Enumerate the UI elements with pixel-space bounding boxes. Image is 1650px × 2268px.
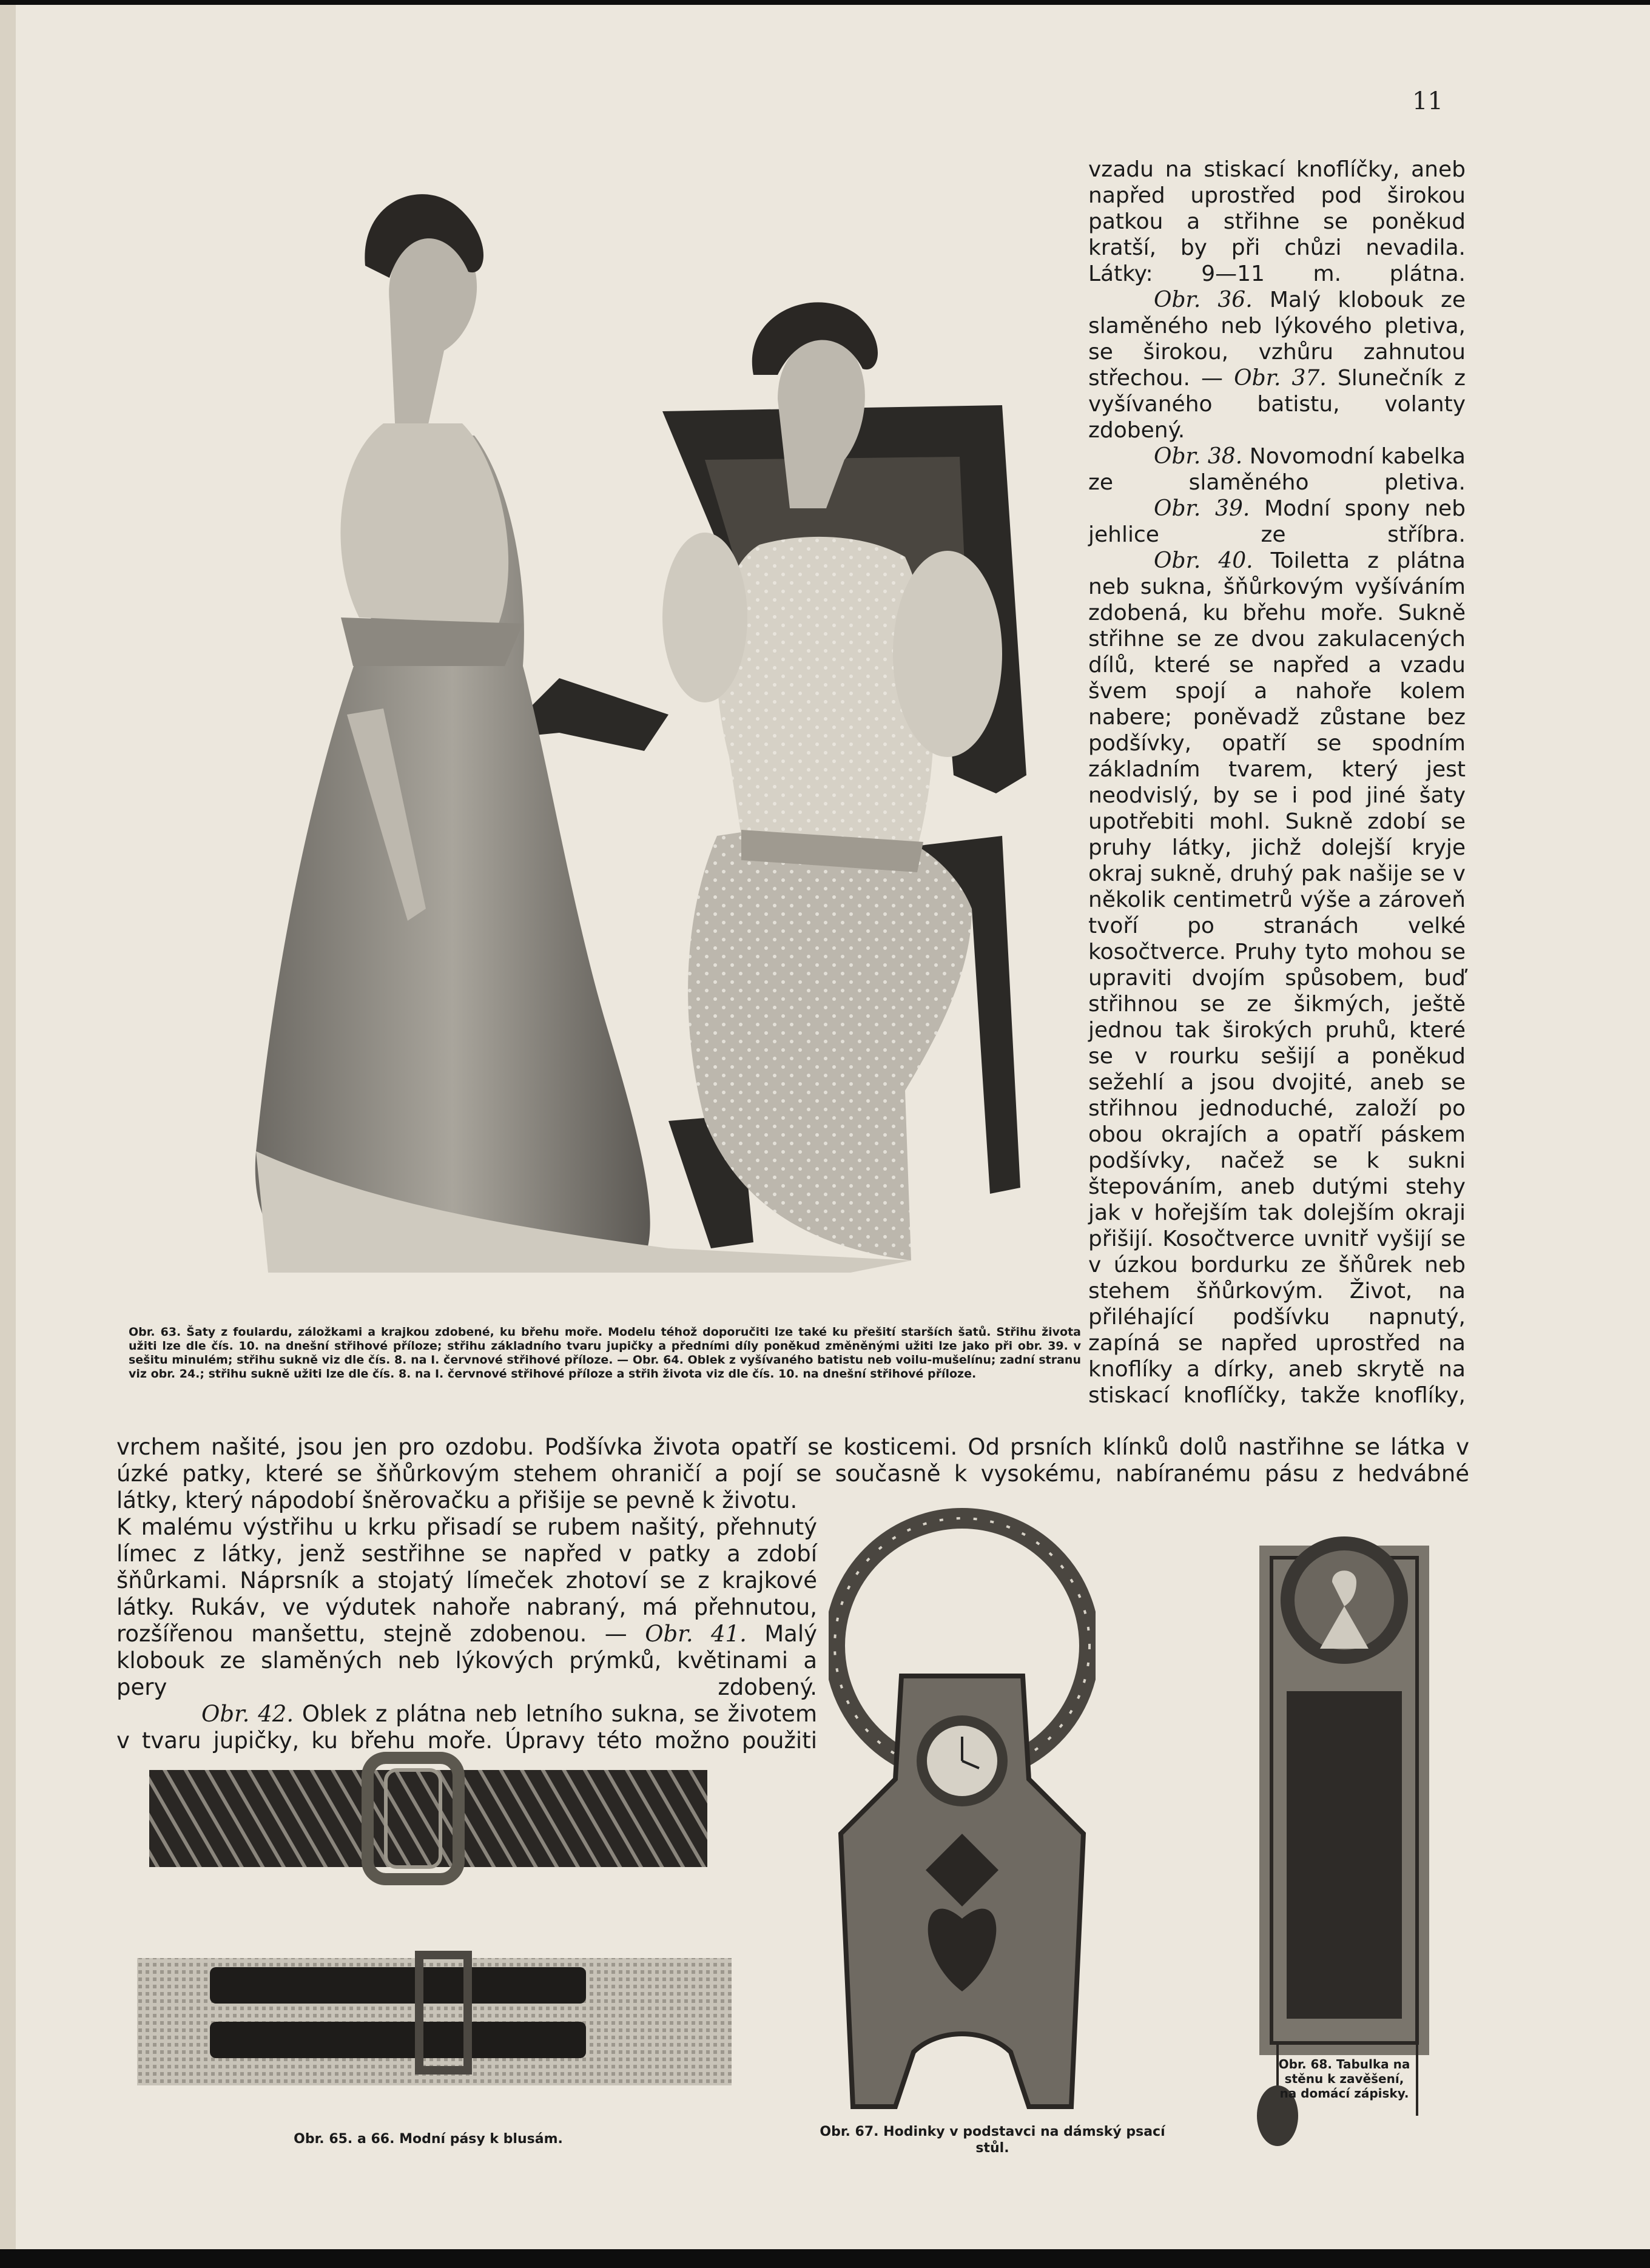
memo-slate bbox=[1287, 1691, 1402, 2019]
paragraph-r3 bbox=[1088, 443, 1466, 496]
figure-ref: Obr. 38. bbox=[1154, 444, 1243, 469]
figure-ref: Obr. 41. bbox=[645, 1621, 747, 1647]
paragraph-r2 bbox=[1088, 287, 1466, 443]
figure-ref: Obr. 39. bbox=[1154, 496, 1250, 521]
paragraph-text: Oblek z plátna neb letního sukna, se životem v tvaru jupičky, ku břehu moře. Úpravy této možno použiti bbox=[116, 1701, 817, 1754]
caption-fig-65-66: Obr. 65. a 66. Modní pásy k blusám. bbox=[294, 2132, 563, 2147]
figure-ref: Obr. 36. bbox=[1154, 288, 1253, 312]
paragraph-r1: vzadu na stiskací knoflíčky, aneb napřed uprostřed pod širokou patkou a střihne se poněkud kratší, by při chůzi nevadila. Látky: 9—11 m. plátna. bbox=[1088, 157, 1466, 286]
figure-ref: Obr. 42. bbox=[201, 1701, 294, 1727]
page-number: 11 bbox=[1412, 87, 1443, 115]
lower-left-text-column bbox=[116, 1487, 817, 1754]
paragraph-text: Slunečník z vyšívaného batistu, volanty zdobený. bbox=[1088, 366, 1466, 443]
belts-illustration bbox=[131, 1752, 738, 2116]
desk-clock-illustration bbox=[829, 1494, 1096, 2119]
caption-fig-67: Obr. 67. Hodinky v podstavci na dámský psací stůl. bbox=[820, 2124, 1165, 2156]
figure-ref: Obr. 37. bbox=[1234, 366, 1327, 391]
paragraph-text: Toiletta z plátna neb sukna, šňůrkovým vyšíváním zdobená, ku břehu moře. Sukně střihne se ze dvou zakulacených dílů, které se napřed a vzadu švem spojí a nahoře kolem nabere; poněvadž zůstane bez podšívky, opatří se spodním základním tvarem, který jest neodvislý, by se i pod jiné šaty upotřebiti mohl. Sukně zdobí se pruhy látky, jichž dolejší kryje okraj sukně, druhý pak našije se v několik centimetrů výše a zároveň tvoří po stranách velké kosočtverce. Pruhy tyto mohou se upraviti dvojím spůsobem, buď střihnou se ze šikmých, ještě jednou tak širokých pruhů, které se v rourku sešijí a poněkud sežehlí a jsou dvojité, aneb se střihnou jednoduché, založí po obou okrajích a opatří páskem podšívky, načež se k sukni štepováním, aneb dutými stehy jak v hořejším tak dolejším okraji přišijí. Kosočtverce uvnitř vyšijí se v úzkou bordurku ze šňůrek neb stehem šňůrkovým. Život, na přiléhající podšívku napnutý, zapíná se napřed uprostřed na knoflíky a dírky, aneb skrytě na stiskací knoflíčky, takže knoflíky, bbox=[1088, 548, 1466, 1408]
paragraph-text: K malému výstřihu u krku přisadí se rubem našitý, přehnutý límec z látky, jenž sestřihne se napřed v patky a zdobí šňůrkami. Náprsník a stojatý límeček zhotoví se z krajkové látky. Rukáv, ve výdutek nahoře nabraný, má přehnutou, rozšířenou manšettu, stejně zdobenou. — bbox=[116, 1514, 817, 1647]
paragraph-text: Modní spony neb jehlice ze stříbra. bbox=[1088, 496, 1466, 547]
paragraph-l3 bbox=[116, 1701, 817, 1754]
right-text-column bbox=[1088, 156, 1466, 1408]
paragraph-r4 bbox=[1088, 496, 1466, 548]
belt-striped bbox=[149, 1770, 707, 1867]
paragraph-text: Novomodní kabelka ze slaměného pletiva. bbox=[1088, 444, 1466, 495]
caption-fig-68: Obr. 68. Tabulka na stěnu k zavěšení, na domácí zápisky. bbox=[1278, 2057, 1410, 2101]
paragraph-l1: látky, který nápodobí šněrovačku a přišije se pevně k životu. bbox=[116, 1487, 798, 1513]
belt-strap-lower bbox=[210, 2022, 586, 2058]
paragraph-full: vrchem našité, jsou jen pro ozdobu. Podšívka života opatří se kosticemi. Od prsních klínků dolů nastřihne se látka v úzké patky, které se šňůrkovým stehem ohraničí a pojí se současně k vysokému, nabíranému pásu z hedvábné bbox=[116, 1434, 1469, 1487]
figure-ref: Obr. 40. bbox=[1154, 548, 1253, 573]
book-spine bbox=[0, 5, 18, 2249]
fashion-illustration-women bbox=[244, 120, 1093, 1297]
paragraph-text: Malý klobouk ze slaměných neb lýkových prýmků, květinami a pery zdobený. bbox=[116, 1621, 817, 1700]
caption-fig-63-64: Obr. 63. Šaty z foulardu, záložkami a krajkou zdobené, ku břehu moře. Modelu téhož doporučiti lze také ku přešití starších šatů. Střihu života užiti lze dle čís. 10. na dnešní střihové příloze; střihu základního tvaru jupičky a předními díly poněkud změněnými užiti lze jako při obr. 39. v sešitu minulém; střihu sukně viz dle čís. 8. na I. červnové střihové příloze. — Obr. 64. Oblek z vyšívaného batistu neb voilu-mušelínu; zadní stranu viz obr. 24.; střihu sukně užiti lze dle čís. 8. na I. červnové střihové příloze a střih života viz dle čís. 10. na dnešní střihové příloze. bbox=[129, 1325, 1081, 1381]
paragraph-text: Malý klobouk ze slaměného neb lýkového pletiva, se širokou, vzhůru zahnutou střechou. — bbox=[1088, 288, 1466, 391]
paragraph-l2 bbox=[116, 1514, 817, 1701]
paragraph-r5 bbox=[1088, 548, 1466, 1408]
belt-strap-upper bbox=[210, 1967, 586, 2004]
document-page bbox=[16, 5, 1650, 2249]
full-width-text bbox=[116, 1434, 1469, 1487]
